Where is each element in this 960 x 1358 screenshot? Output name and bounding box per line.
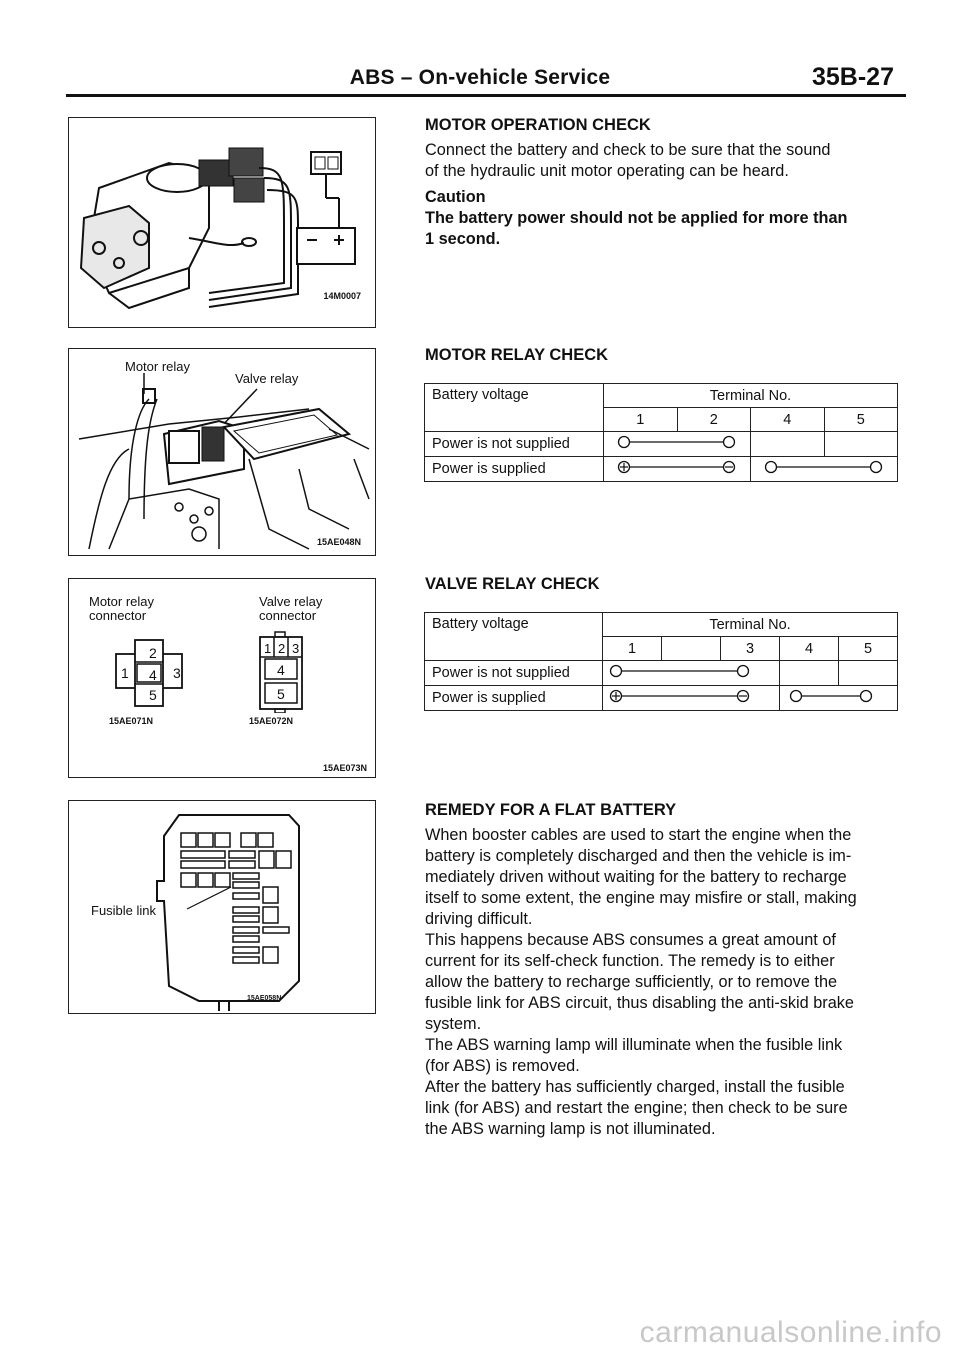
continuity-4-5-icon <box>751 457 897 477</box>
flat-battery-line: mediately driven without waiting for the battery to recharge <box>425 868 847 886</box>
valve-connector-caption <box>259 595 322 623</box>
motor-relay-table <box>424 383 898 482</box>
flat-battery-heading: REMEDY FOR A FLAT BATTERY <box>425 801 677 819</box>
motor-connector-caption-line1: Motor relay <box>89 594 155 609</box>
valve-relay-row-supplied: Power is supplied <box>425 686 603 711</box>
flat-battery-line: (for ABS) is removed. <box>425 1057 580 1075</box>
motor-connector-caption <box>89 595 154 623</box>
valve-relay-empty-cell <box>839 661 898 686</box>
motor-pin-4: 4 <box>149 667 157 683</box>
valve-relay-supply-1-3 <box>603 686 780 711</box>
motor-relay-terminal-1: 1 <box>604 408 678 432</box>
valve-connector-caption-line2: connector <box>259 608 317 623</box>
motor-relay-terminal-label: Terminal No. <box>604 384 898 408</box>
flat-battery-line: allow the battery to recharge sufficiently, or to remove the <box>425 973 838 991</box>
flat-battery-line: driving difficult. <box>425 910 533 928</box>
valve-pin-3: 3 <box>292 641 300 656</box>
valve-connector-caption-line1: Valve relay <box>259 594 323 609</box>
figure-pump-unit <box>68 117 376 328</box>
valve-relay-continuity-4-5 <box>780 686 898 711</box>
relay-box-illustration <box>69 349 375 555</box>
motor-operation-body <box>425 140 905 250</box>
figure-relay-connectors <box>68 578 376 778</box>
motor-connector-code: 15AE071N <box>109 716 154 726</box>
flat-battery-line: link (for ABS) and restart the engine; then check to be sure <box>425 1099 848 1117</box>
page-number: 35B-27 <box>812 63 894 91</box>
plus-minus-icon <box>604 457 750 477</box>
valve-relay-terminal-1: 1 <box>603 637 662 661</box>
motor-pin-1: 1 <box>121 665 129 681</box>
valve-relay-row-not-supplied: Power is not supplied <box>425 661 603 686</box>
plus-minus-icon <box>603 686 779 706</box>
motor-relay-heading: MOTOR RELAY CHECK <box>425 346 609 364</box>
motor-operation-line-2: of the hydraulic unit motor operating can be heard. <box>425 162 789 180</box>
valve-pin-5: 5 <box>277 686 285 702</box>
motor-relay-row-not-supplied: Power is not supplied <box>425 432 604 457</box>
flat-battery-line: itself to some extent, the engine may misfire or stall, making <box>425 889 857 907</box>
fusible-figure-code: 15AE058N <box>247 995 282 1002</box>
valve-pin-1: 1 <box>264 641 272 656</box>
flat-battery-line: The ABS warning lamp will illuminate when the fusible link <box>425 1036 843 1054</box>
valve-relay-terminal-label: Terminal No. <box>603 613 898 637</box>
valve-connector-code: 15AE072N <box>249 716 294 726</box>
flat-battery-line: This happens because ABS consumes a great amount of <box>425 931 836 949</box>
valve-pin-4: 4 <box>277 662 285 678</box>
motor-relay-row-supplied: Power is supplied <box>425 457 604 482</box>
motor-relay-supply-1-2 <box>604 457 751 482</box>
valve-relay-terminal-5: 5 <box>839 637 898 661</box>
continuity-1-3-icon <box>603 661 779 681</box>
motor-relay-col-label: Battery voltage <box>425 384 604 432</box>
figure-relay-box <box>68 348 376 556</box>
motor-relay-continuity-4-5 <box>751 457 898 482</box>
continuity-1-2-icon <box>604 432 750 452</box>
motor-relay-empty-cell <box>751 432 825 457</box>
flat-battery-body <box>425 825 905 1140</box>
valve-relay-callout: Valve relay <box>235 371 299 386</box>
valve-relay-table <box>424 612 898 711</box>
continuity-4-5-icon <box>780 686 896 706</box>
valve-pin-2: 2 <box>278 641 286 656</box>
valve-relay-empty-cell <box>780 661 839 686</box>
fusible-link-callout: Fusible link <box>91 903 157 918</box>
pump-figure-code: 14M0007 <box>323 291 361 301</box>
flat-battery-line: battery is completely discharged and then the vehicle is im- <box>425 847 852 865</box>
valve-relay-terminal-3: 3 <box>721 637 780 661</box>
motor-relay-callout: Motor relay <box>125 359 191 374</box>
valve-relay-terminal-blank <box>662 637 721 661</box>
valve-relay-terminal-4: 4 <box>780 637 839 661</box>
motor-relay-terminal-2: 2 <box>677 408 751 432</box>
motor-operation-line-1: Connect the battery and check to be sure that the sound <box>425 141 831 159</box>
caution-label: Caution <box>425 188 486 206</box>
valve-relay-heading: VALVE RELAY CHECK <box>425 575 600 593</box>
motor-relay-empty-cell <box>824 432 898 457</box>
flat-battery-line: current for its self-check function. The remedy is to either <box>425 952 835 970</box>
motor-pin-3: 3 <box>173 665 181 681</box>
page-title: ABS – On-vehicle Service <box>349 66 611 89</box>
relay-figure-code: 15AE048N <box>316 537 361 547</box>
motor-pin-2: 2 <box>149 645 157 661</box>
valve-relay-continuity-1-3 <box>603 661 780 686</box>
motor-relay-continuity-1-2 <box>604 432 751 457</box>
flat-battery-line: system. <box>425 1015 482 1033</box>
flat-battery-line: When booster cables are used to start the engine when the <box>425 826 852 844</box>
connector-frame-code: 15AE073N <box>322 763 367 773</box>
motor-pin-5: 5 <box>149 687 157 703</box>
motor-relay-terminal-4: 4 <box>751 408 825 432</box>
flat-battery-line: After the battery has sufficiently charged, install the fusible <box>425 1078 845 1096</box>
flat-battery-line: the ABS warning lamp is not illuminated. <box>425 1120 716 1138</box>
flat-battery-line: fusible link for ABS circuit, thus disabling the anti-skid brake <box>425 994 854 1012</box>
caution-line-2: 1 second. <box>425 230 501 248</box>
caution-line-1: The battery power should not be applied for more than <box>425 209 848 227</box>
valve-relay-col-label: Battery voltage <box>425 613 603 661</box>
watermark: carmanualsonline.info <box>639 1316 942 1349</box>
figure-fusible-link <box>68 800 376 1014</box>
motor-connector-caption-line2: connector <box>89 608 147 623</box>
motor-relay-terminal-5: 5 <box>824 408 898 432</box>
motor-operation-heading: MOTOR OPERATION CHECK <box>425 116 651 134</box>
header-rule <box>66 94 906 97</box>
